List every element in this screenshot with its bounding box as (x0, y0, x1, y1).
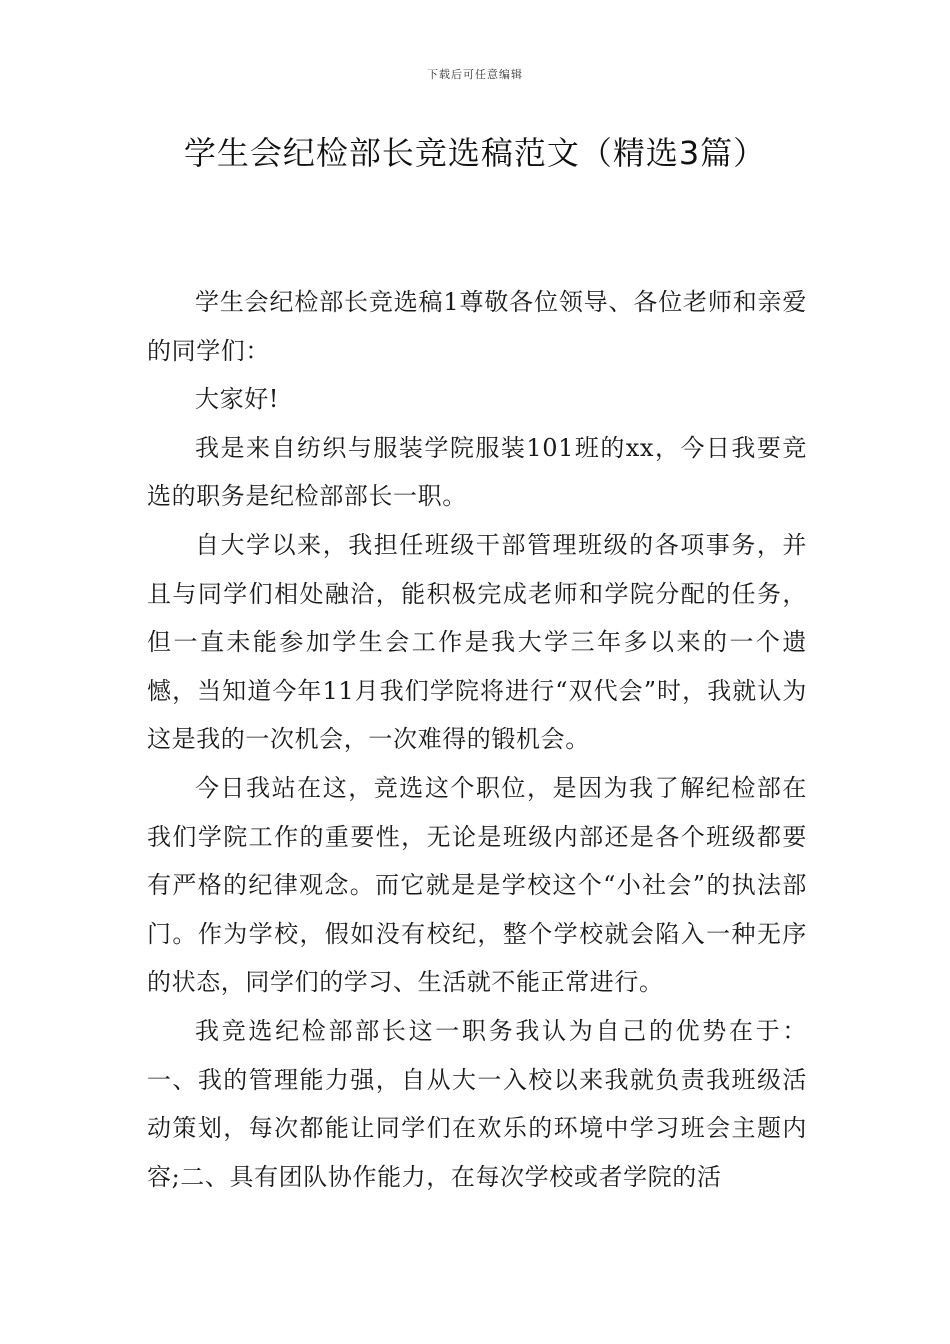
paragraph-salutation: 学生会纪检部长竞选稿1尊敬各位领导、各位老师和亲爱的同学们： (147, 288, 807, 365)
paragraph-importance: 今日我站在这，竞选这个职位，是因为我了解纪检部在我们学院工作的重要性，无论是班级内部还是各个班级都要有严格的纪律观念。而它就是是学校这个“小社会”的执法部门。作为学校，假如没有校纪，整个学校就会陷入一种无序的状态，同学们的学习、生活就不能正常进行。 (147, 773, 807, 997)
document-body (147, 278, 807, 1201)
paragraph-introduction: 我是来自纺织与服装学院服装101班的xx，今日我要竞选的职务是纪检部部长一职。 (147, 433, 807, 511)
header-note: 下载后可任意编辑 (427, 68, 523, 81)
document-title: 学生会纪检部长竞选稿范文（精选3篇） (183, 134, 767, 172)
paragraph-greeting: 大家好! (195, 385, 280, 414)
paragraph-background: 自大学以来，我担任班级干部管理班级的各项事务，并且与同学们相处融洽，能积极完成老师和学院分配的任务，但一直未能参加学生会工作是我大学三年多以来的一个遗憾，当知道今年11月我们学院将进行“双代会”时，我就认为这是我的一次机会，一次难得的锻机会。 (147, 530, 807, 754)
paragraph-advantages: 我竞选纪检部部长这一职务我认为自己的优势在于：一、我的管理能力强，自从大一入校以来我就负责我班级活动策划，每次都能让同学们在欢乐的环境中学习班会主题内容;二、具有团队协作能力，在每次学校或者学院的活 (147, 1016, 807, 1191)
